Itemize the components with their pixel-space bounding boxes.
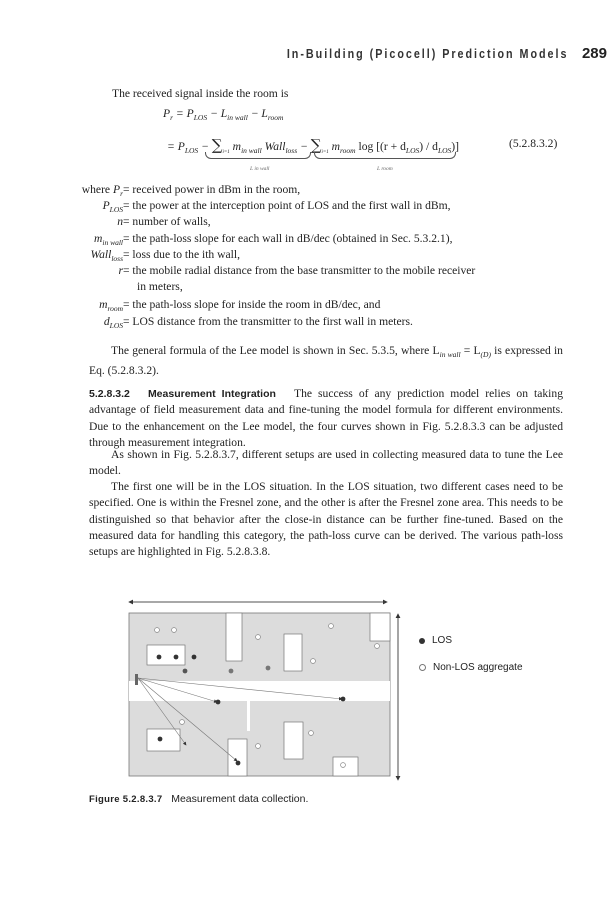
legend-los-label: LOS — [432, 635, 453, 646]
nlos-point — [309, 731, 314, 736]
definition-term — [104, 314, 123, 334]
eq-pr: P — [163, 107, 171, 120]
room-bottom-corner — [333, 757, 358, 776]
nlos-point — [256, 744, 261, 749]
legend-los — [419, 635, 452, 646]
gf-sub1: in wall — [439, 350, 461, 359]
nlos-point — [180, 720, 185, 725]
eq2-wall-sub: loss — [285, 146, 298, 155]
definition-term-symbol: r — [118, 264, 123, 277]
eq2-log: log [(r + d — [358, 140, 406, 153]
gf-part3: is expressed in Eq. (5.2.8.3.2). — [89, 344, 563, 378]
section-paragraph-2: As shown in Fig. 5.2.8.3.7, different setups are used in collecting measured data to tune the Lee model. — [89, 448, 563, 478]
definition-description: = the path-loss slope for inside the room in dB/dec, and — [123, 298, 381, 311]
transmitter — [135, 674, 138, 685]
floorplan-figure — [125, 598, 410, 788]
underbrace-room — [314, 152, 456, 159]
definition-term-subscript: LOS — [109, 321, 123, 330]
legend-nlos-label: Non-LOS aggregate — [433, 662, 523, 673]
los-point — [341, 697, 346, 702]
los-point — [157, 655, 162, 660]
room-bottom-center — [228, 739, 247, 776]
los-point — [192, 655, 197, 660]
section-p1-text: The success of any prediction model relies on taking advantage of field measurement data and fine-tuning the model formula for different environments. Due to the enhancement on the Lee model, the four curves shown in Fig. 5.2.8.3.3 can be adjusted through measurement integration. — [89, 387, 563, 449]
running-title: In-Building (Picocell) Prediction Models — [286, 47, 568, 61]
room-top-corner — [370, 613, 390, 641]
nlos-point — [311, 659, 316, 664]
los-point — [158, 737, 163, 742]
nlos-point — [256, 635, 261, 640]
eq2-plos-sub: LOS — [184, 146, 199, 155]
equation-line-1 — [163, 107, 283, 122]
eq2-m-room: m — [328, 140, 341, 153]
eq2-div: ) / d — [419, 140, 438, 153]
eq2-plos: = P — [167, 140, 185, 153]
page-number: 289 — [581, 45, 607, 62]
definition-term-symbol: d — [103, 315, 110, 328]
definition-term-symbol: m — [99, 298, 108, 311]
section-paragraph-3: The first one will be in the LOS situation. In the LOS situation, two different cases need to be specified. One is within the Fresnel zone, and the other is after the Fresnel zone area. This needs to be distinguished so that behavior after the close-in distance can be further fine-tuned. Based on the measured data for handling this category, the path-loss curve can be derived. The various path-loss setups are highlighted in Fig. 5.2.8.3.8. — [89, 480, 563, 559]
equation-number: (5.2.8.3.2) — [509, 137, 558, 150]
sum-limit-1: i=1 — [222, 150, 230, 155]
eq2-close: )] — [451, 140, 460, 153]
nlos-point — [375, 644, 380, 649]
nlos-point — [341, 763, 346, 768]
definition-term-subscript: LOS — [109, 205, 123, 214]
definition-term-symbol — [82, 183, 120, 196]
nlos-point — [172, 628, 177, 633]
section-title: Measurement Integration — [147, 388, 276, 400]
eq2-dlos-sub: LOS — [405, 146, 420, 155]
caption-text: Measurement data collection. — [171, 793, 309, 805]
eq-plos: = P — [175, 107, 194, 120]
section-paragraph-1 — [89, 386, 563, 451]
eq-plos-sub: LOS — [193, 113, 208, 122]
definition-symbol: P — [112, 183, 121, 196]
eq2-minus2: − — [297, 140, 308, 153]
caption-label: Figure 5.2.8.3.7 — [89, 794, 163, 805]
definition-description: = LOS distance from the transmitter to the first wall in meters. — [123, 315, 413, 328]
wall-gap — [247, 701, 250, 731]
eq2-m-inwall-sub: in wall — [241, 146, 262, 155]
los-point — [236, 761, 241, 766]
intro-text: The received signal inside the room is — [112, 87, 289, 100]
definition-description: = received power in dBm in the room, — [123, 183, 301, 196]
underbrace-inwall — [205, 152, 311, 159]
eq-l-inwall-sub: in wall — [227, 113, 248, 122]
eq2-m-inwall: m — [229, 140, 242, 153]
eq-pr-sub: r — [170, 113, 174, 122]
eq2-m-room-sub: room — [340, 146, 356, 155]
eq2-dlos2-sub: LOS — [437, 146, 452, 155]
running-head — [241, 45, 607, 65]
legend-nlos-marker — [419, 664, 426, 671]
definition-term-symbol: Wall — [90, 248, 112, 261]
definition-description: in meters, — [137, 280, 183, 293]
definition-description: = the path-loss slope for each wall in dB/dec (obtained in Sec. 5.3.2.1), — [123, 232, 453, 245]
sum-symbol-2: ∑ — [310, 136, 322, 154]
room-bottom-right — [284, 722, 303, 759]
figure-caption — [89, 793, 308, 805]
definition-description: = the mobile radial distance from the base transmitter to the mobile receiver — [123, 264, 476, 277]
sum-limit-2: i=1 — [321, 150, 329, 155]
eq2-wall: Wall — [261, 140, 286, 153]
definition-term-subscript: in wall — [102, 238, 123, 247]
gf-part1: The general formula of the Lee model is shown in Sec. 5.3.5, where L — [111, 344, 440, 357]
brace-label-room: L room — [377, 166, 393, 172]
definition-description: = the power at the interception point of LOS and the first wall in dBm, — [123, 199, 451, 212]
definition-description: = loss due to the ith wall, — [123, 248, 240, 261]
eq-l-room-sub: room — [267, 113, 284, 122]
los-point — [216, 700, 221, 705]
los-point — [183, 669, 188, 674]
room-top-left — [147, 645, 185, 665]
los-point — [266, 666, 271, 671]
eq-l-room: − L — [247, 107, 268, 120]
nlos-point — [329, 624, 334, 629]
los-point — [229, 669, 234, 674]
eq-l-inwall: − L — [207, 107, 228, 120]
general-formula-paragraph — [89, 343, 563, 380]
definition-term-symbol: P — [102, 199, 110, 212]
section-number: 5.2.8.3.2 — [89, 388, 130, 400]
legend-los-marker — [419, 638, 425, 644]
los-point — [174, 655, 179, 660]
brace-label-inwall: L in wall — [250, 166, 270, 172]
definition-term-subscript: room — [107, 304, 123, 313]
definition-where: where — [81, 183, 113, 196]
corridor — [129, 681, 390, 701]
definition-term-subscript: r — [120, 189, 123, 198]
gf-sub2: (D) — [480, 350, 491, 359]
room-top-center — [226, 613, 242, 661]
gf-part2: = L — [460, 344, 481, 357]
nlos-point — [155, 628, 160, 633]
eq2-minus: − — [198, 140, 209, 153]
room-top-right — [284, 634, 302, 671]
definition-description: = number of walls, — [123, 215, 211, 228]
sum-symbol-1: ∑ — [211, 136, 223, 154]
legend-nlos — [419, 662, 523, 673]
definition-term-symbol: n — [117, 215, 123, 228]
definition-term-symbol: m — [93, 232, 103, 245]
room-bottom-left — [147, 729, 180, 751]
definition-term-subscript: loss — [111, 254, 123, 263]
